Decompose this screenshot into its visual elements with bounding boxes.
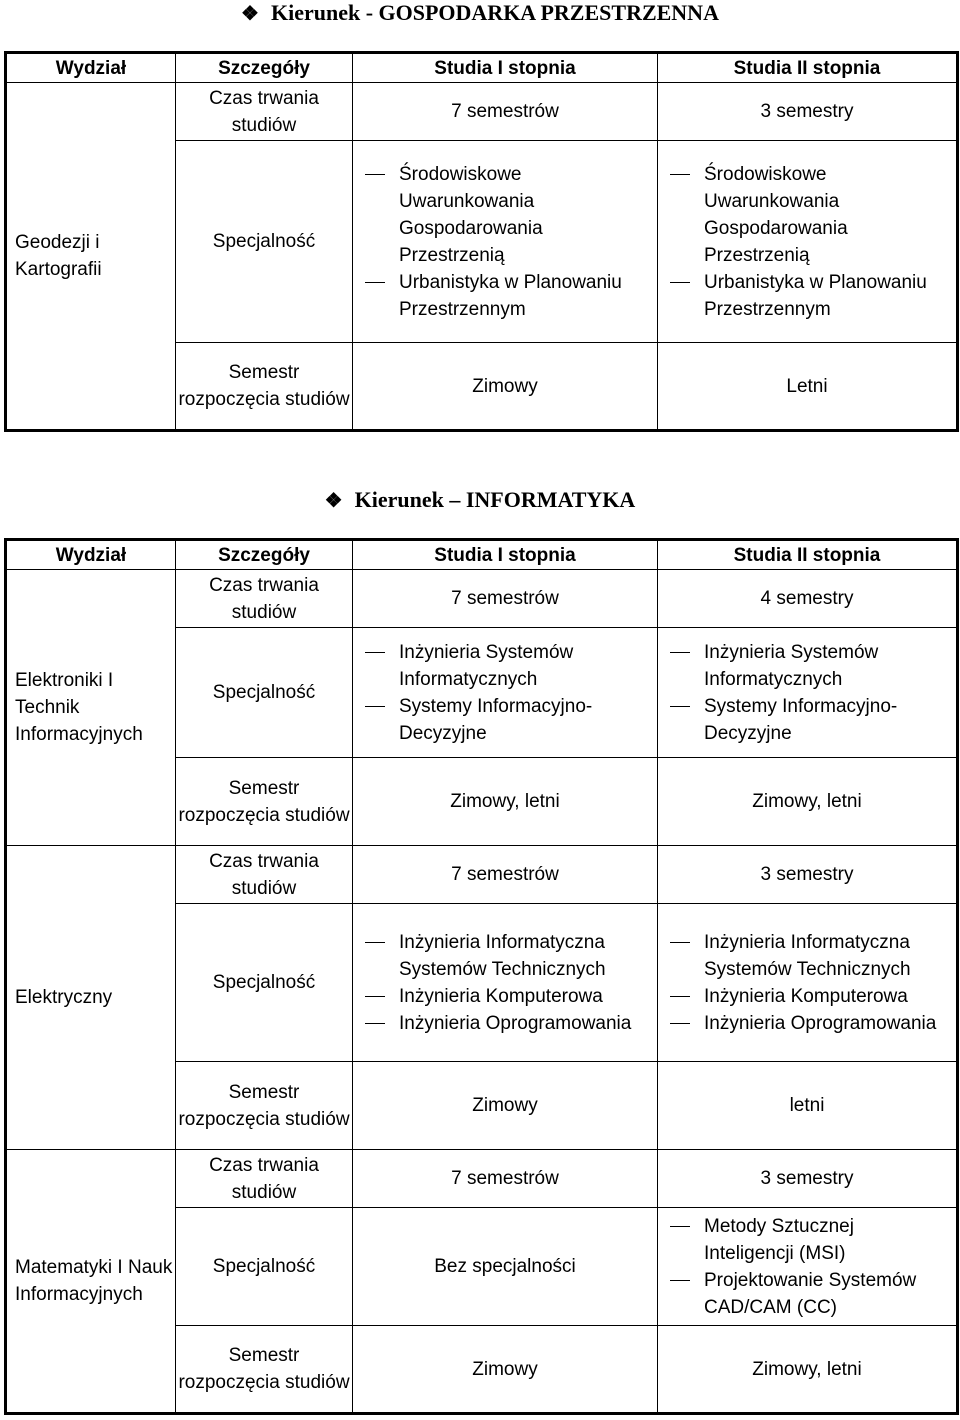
duration-2: 4 semestry: [658, 570, 958, 628]
spec-2-cell: [658, 904, 958, 1062]
header-studia-1: Studia I stopnia: [353, 540, 658, 570]
header-wydzial: Wydział: [6, 53, 176, 83]
table-row: [6, 83, 958, 141]
table-header-row: [6, 540, 958, 570]
duration-1: 7 semestrów: [353, 570, 658, 628]
diamond-bullet-icon: ❖: [324, 490, 343, 512]
list-item: Inżynieria Oprogramowania: [365, 1010, 649, 1037]
table-row: [6, 570, 958, 628]
duration-1: 7 semestrów: [353, 83, 658, 141]
spec-2-cell: [658, 141, 958, 343]
table-informatyka: [4, 538, 959, 1415]
spec-1-cell: [353, 141, 658, 343]
start-2: letni: [658, 1062, 958, 1150]
start-1: Zimowy: [353, 1326, 658, 1414]
table-header-row: [6, 53, 958, 83]
spec-2-cell: [658, 628, 958, 758]
faculty-cell: Elektryczny: [6, 846, 176, 1150]
list-item: Systemy Informacyjno-Decyzyjne: [365, 693, 649, 747]
faculty-cell: Matematyki I Nauk Informacyjnych: [6, 1150, 176, 1414]
duration-label: Czas trwania studiów: [176, 846, 353, 904]
duration-label: Czas trwania studiów: [176, 570, 353, 628]
list-item: Środowiskowe Uwarunkowania Gospodarowania Przestrzenią: [670, 161, 948, 269]
header-studia-2: Studia II stopnia: [658, 540, 958, 570]
list-item: Urbanistyka w Planowaniu Przestrzennym: [670, 269, 948, 323]
header-szczegoly: Szczegóły: [176, 540, 353, 570]
start-1: Zimowy, letni: [353, 758, 658, 846]
spec-label: Specjalność: [176, 1208, 353, 1326]
header-wydzial: Wydział: [6, 540, 176, 570]
start-label: Semestr rozpoczęcia studiów: [176, 1062, 353, 1150]
start-1: Zimowy: [353, 343, 658, 431]
duration-1: 7 semestrów: [353, 846, 658, 904]
spec-label: Specjalność: [176, 141, 353, 343]
table-row: [6, 846, 958, 904]
list-item: Inżynieria Systemów Informatycznych: [365, 639, 649, 693]
header-studia-2: Studia II stopnia: [658, 53, 958, 83]
section-title-gospodarka: ❖ Kierunek - GOSPODARKA PRZESTRZENNA: [241, 0, 719, 25]
start-label: Semestr rozpoczęcia studiów: [176, 343, 353, 431]
table-gospodarka: [4, 51, 959, 432]
duration-2: 3 semestry: [658, 83, 958, 141]
list-item: Inżynieria Oprogramowania: [670, 1010, 948, 1037]
duration-label: Czas trwania studiów: [176, 1150, 353, 1208]
duration-2: 3 semestry: [658, 846, 958, 904]
list-item: Inżynieria Informatyczna Systemów Technicznych: [365, 929, 649, 983]
section-title-informatyka: ❖ Kierunek – INFORMATYKA: [324, 487, 636, 512]
diamond-bullet-icon: ❖: [241, 3, 259, 25]
list-item: Inżynieria Systemów Informatycznych: [670, 639, 948, 693]
start-2: Letni: [658, 343, 958, 431]
list-item: Metody Sztucznej Inteligencji (MSI): [670, 1213, 948, 1267]
duration-1: 7 semestrów: [353, 1150, 658, 1208]
spec-1-cell: [353, 904, 658, 1062]
table-row: [6, 1150, 958, 1208]
list-item: Urbanistyka w Planowaniu Przestrzennym: [365, 269, 649, 323]
duration-label: Czas trwania studiów: [176, 83, 353, 141]
spec-1-cell: [353, 628, 658, 758]
list-item: Inżynieria Komputerowa: [670, 983, 948, 1010]
list-item: Projektowanie Systemów CAD/CAM (CC): [670, 1267, 948, 1321]
start-1: Zimowy: [353, 1062, 658, 1150]
start-2: Zimowy, letni: [658, 758, 958, 846]
faculty-cell: Elektroniki I Technik Informacyjnych: [6, 570, 176, 846]
start-2: Zimowy, letni: [658, 1326, 958, 1414]
list-item: Środowiskowe Uwarunkowania Gospodarowania Przestrzenią: [365, 161, 649, 269]
start-label: Semestr rozpoczęcia studiów: [176, 1326, 353, 1414]
spec-1-cell: Bez specjalności: [353, 1208, 658, 1326]
duration-2: 3 semestry: [658, 1150, 958, 1208]
spec-label: Specjalność: [176, 628, 353, 758]
header-studia-1: Studia I stopnia: [353, 53, 658, 83]
start-label: Semestr rozpoczęcia studiów: [176, 758, 353, 846]
list-item: Systemy Informacyjno-Decyzyjne: [670, 693, 948, 747]
spec-2-cell: [658, 1208, 958, 1326]
list-item: Inżynieria Informatyczna Systemów Technicznych: [670, 929, 948, 983]
faculty-cell: Geodezji i Kartografii: [6, 83, 176, 431]
list-item: Inżynieria Komputerowa: [365, 983, 649, 1010]
spec-label: Specjalność: [176, 904, 353, 1062]
header-szczegoly: Szczegóły: [176, 53, 353, 83]
